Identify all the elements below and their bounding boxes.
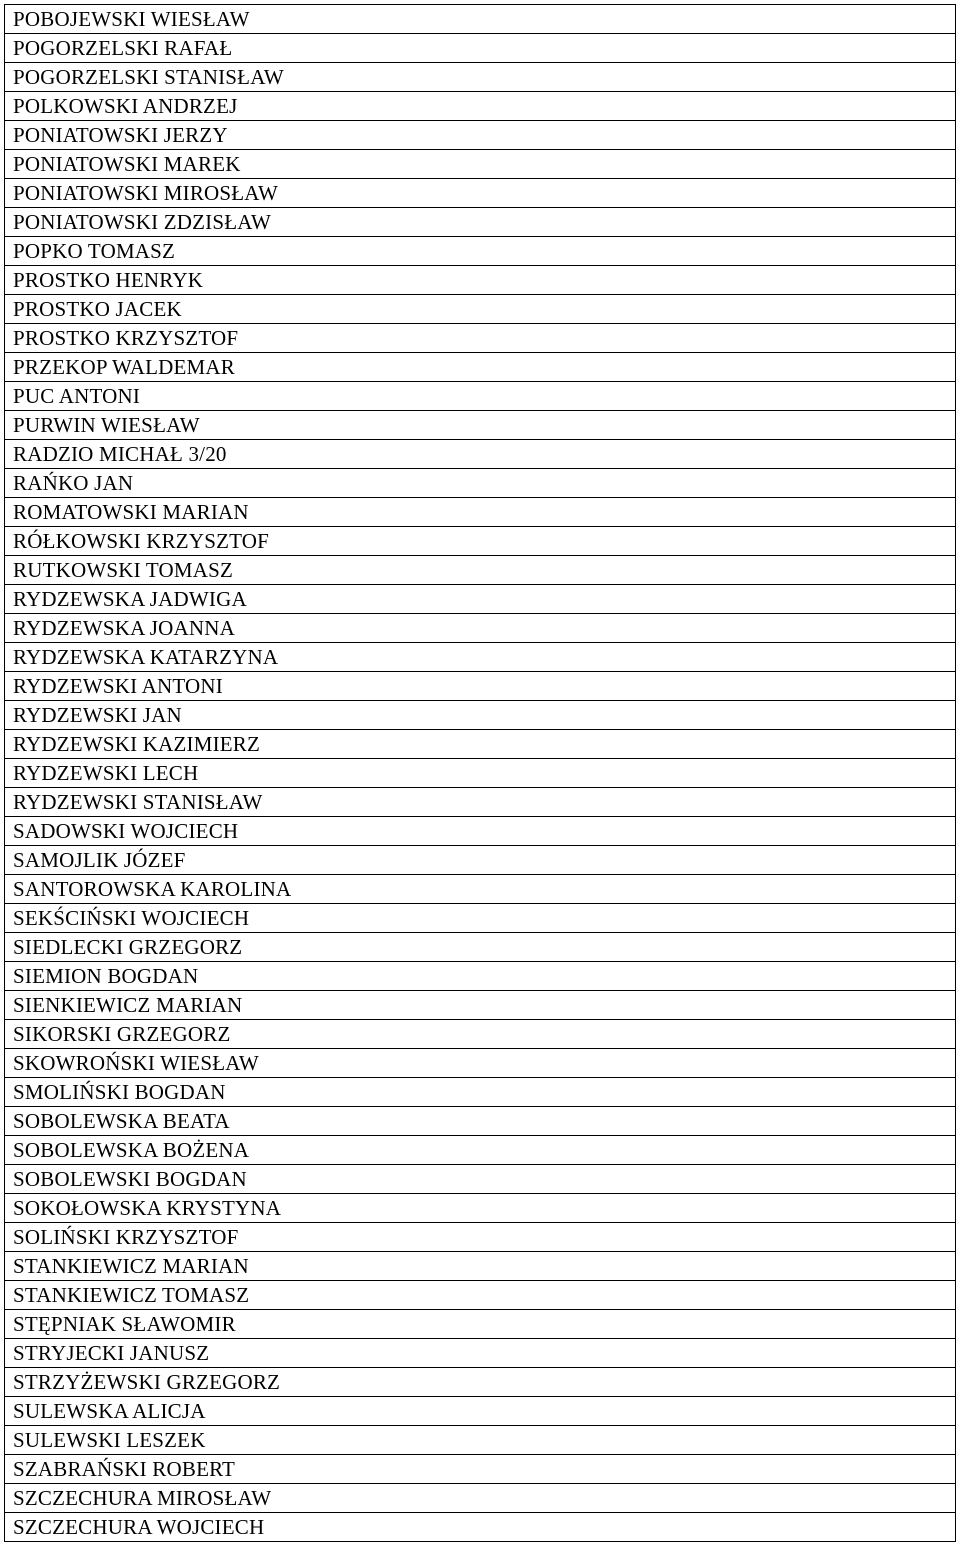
name-cell: RYDZEWSKI STANISŁAW: [5, 788, 956, 817]
name-cell: PROSTKO HENRYK: [5, 266, 956, 295]
name-cell: SMOLIŃSKI BOGDAN: [5, 1078, 956, 1107]
table-row: [5, 1194, 956, 1223]
table-row: [5, 730, 956, 759]
name-cell: PROSTKO JACEK: [5, 295, 956, 324]
table-row: [5, 1165, 956, 1194]
table-row: [5, 846, 956, 875]
table-row: [5, 1484, 956, 1513]
name-cell: SEKŚCIŃSKI WOJCIECH: [5, 904, 956, 933]
name-cell: RÓŁKOWSKI KRZYSZTOF: [5, 527, 956, 556]
name-cell: STĘPNIAK SŁAWOMIR: [5, 1310, 956, 1339]
table-row: [5, 1281, 956, 1310]
name-cell: PONIATOWSKI JERZY: [5, 121, 956, 150]
table-row: [5, 1107, 956, 1136]
name-cell: POGORZELSKI STANISŁAW: [5, 63, 956, 92]
table-row: [5, 962, 956, 991]
name-cell: POLKOWSKI ANDRZEJ: [5, 92, 956, 121]
table-row: [5, 1049, 956, 1078]
name-cell: SANTOROWSKA KAROLINA: [5, 875, 956, 904]
name-cell: SOKOŁOWSKA KRYSTYNA: [5, 1194, 956, 1223]
name-cell: RYDZEWSKA KATARZYNA: [5, 643, 956, 672]
name-cell: RYDZEWSKI ANTONI: [5, 672, 956, 701]
name-cell: PROSTKO KRZYSZTOF: [5, 324, 956, 353]
name-cell: POPKO TOMASZ: [5, 237, 956, 266]
table-row: [5, 411, 956, 440]
name-cell: SIEDLECKI GRZEGORZ: [5, 933, 956, 962]
name-cell: SZCZECHURA MIROSŁAW: [5, 1484, 956, 1513]
table-row: [5, 1136, 956, 1165]
name-list-table: [4, 4, 956, 1542]
name-cell: STANKIEWICZ TOMASZ: [5, 1281, 956, 1310]
name-cell: RYDZEWSKA JADWIGA: [5, 585, 956, 614]
table-row: [5, 382, 956, 411]
name-cell: SULEWSKI LESZEK: [5, 1426, 956, 1455]
name-cell: STANKIEWICZ MARIAN: [5, 1252, 956, 1281]
name-cell: PONIATOWSKI MAREK: [5, 150, 956, 179]
table-row: [5, 5, 956, 34]
name-cell: STRZYŻEWSKI GRZEGORZ: [5, 1368, 956, 1397]
table-row: [5, 759, 956, 788]
table-row: [5, 585, 956, 614]
name-cell: PUC ANTONI: [5, 382, 956, 411]
name-cell: RYDZEWSKI JAN: [5, 701, 956, 730]
name-cell: POGORZELSKI RAFAŁ: [5, 34, 956, 63]
table-row: [5, 1339, 956, 1368]
name-cell: SOBOLEWSKI BOGDAN: [5, 1165, 956, 1194]
table-row: [5, 1397, 956, 1426]
name-cell: RYDZEWSKA JOANNA: [5, 614, 956, 643]
name-cell: ROMATOWSKI MARIAN: [5, 498, 956, 527]
name-cell: PRZEKOP WALDEMAR: [5, 353, 956, 382]
table-row: [5, 179, 956, 208]
table-row: [5, 1252, 956, 1281]
name-cell: SOBOLEWSKA BOŻENA: [5, 1136, 956, 1165]
name-list-body: [5, 5, 956, 1542]
table-row: [5, 1368, 956, 1397]
name-cell: SKOWROŃSKI WIESŁAW: [5, 1049, 956, 1078]
name-cell: SADOWSKI WOJCIECH: [5, 817, 956, 846]
table-row: [5, 498, 956, 527]
table-row: [5, 527, 956, 556]
table-row: [5, 324, 956, 353]
name-cell: RYDZEWSKI KAZIMIERZ: [5, 730, 956, 759]
table-row: [5, 817, 956, 846]
table-row: [5, 353, 956, 382]
table-row: [5, 672, 956, 701]
table-row: [5, 556, 956, 585]
table-row: [5, 991, 956, 1020]
name-cell: PURWIN WIESŁAW: [5, 411, 956, 440]
table-row: [5, 266, 956, 295]
name-cell: PONIATOWSKI ZDZISŁAW: [5, 208, 956, 237]
table-row: [5, 92, 956, 121]
table-row: [5, 208, 956, 237]
table-row: [5, 63, 956, 92]
name-cell: SIEMION BOGDAN: [5, 962, 956, 991]
name-cell: SZABRAŃSKI ROBERT: [5, 1455, 956, 1484]
table-row: [5, 643, 956, 672]
table-row: [5, 614, 956, 643]
table-row: [5, 150, 956, 179]
table-row: [5, 1223, 956, 1252]
name-cell: SIKORSKI GRZEGORZ: [5, 1020, 956, 1049]
table-row: [5, 34, 956, 63]
table-row: [5, 469, 956, 498]
table-row: [5, 237, 956, 266]
table-row: [5, 1078, 956, 1107]
table-row: [5, 1020, 956, 1049]
name-cell: SOLIŃSKI KRZYSZTOF: [5, 1223, 956, 1252]
name-cell: SULEWSKA ALICJA: [5, 1397, 956, 1426]
name-cell: SZCZECHURA WOJCIECH: [5, 1513, 956, 1542]
name-cell: PONIATOWSKI MIROSŁAW: [5, 179, 956, 208]
name-cell: POBOJEWSKI WIESŁAW: [5, 5, 956, 34]
name-cell: STRYJECKI JANUSZ: [5, 1339, 956, 1368]
table-row: [5, 904, 956, 933]
name-cell: RUTKOWSKI TOMASZ: [5, 556, 956, 585]
table-row: [5, 1455, 956, 1484]
table-row: [5, 440, 956, 469]
table-row: [5, 121, 956, 150]
table-row: [5, 295, 956, 324]
table-row: [5, 933, 956, 962]
table-row: [5, 788, 956, 817]
table-row: [5, 1310, 956, 1339]
table-row: [5, 1426, 956, 1455]
name-cell: SOBOLEWSKA BEATA: [5, 1107, 956, 1136]
name-cell: RADZIO MICHAŁ 3/20: [5, 440, 956, 469]
table-row: [5, 701, 956, 730]
name-cell: SIENKIEWICZ MARIAN: [5, 991, 956, 1020]
table-row: [5, 1513, 956, 1542]
name-cell: RYDZEWSKI LECH: [5, 759, 956, 788]
name-cell: SAMOJLIK JÓZEF: [5, 846, 956, 875]
table-row: [5, 875, 956, 904]
name-cell: RAŃKO JAN: [5, 469, 956, 498]
